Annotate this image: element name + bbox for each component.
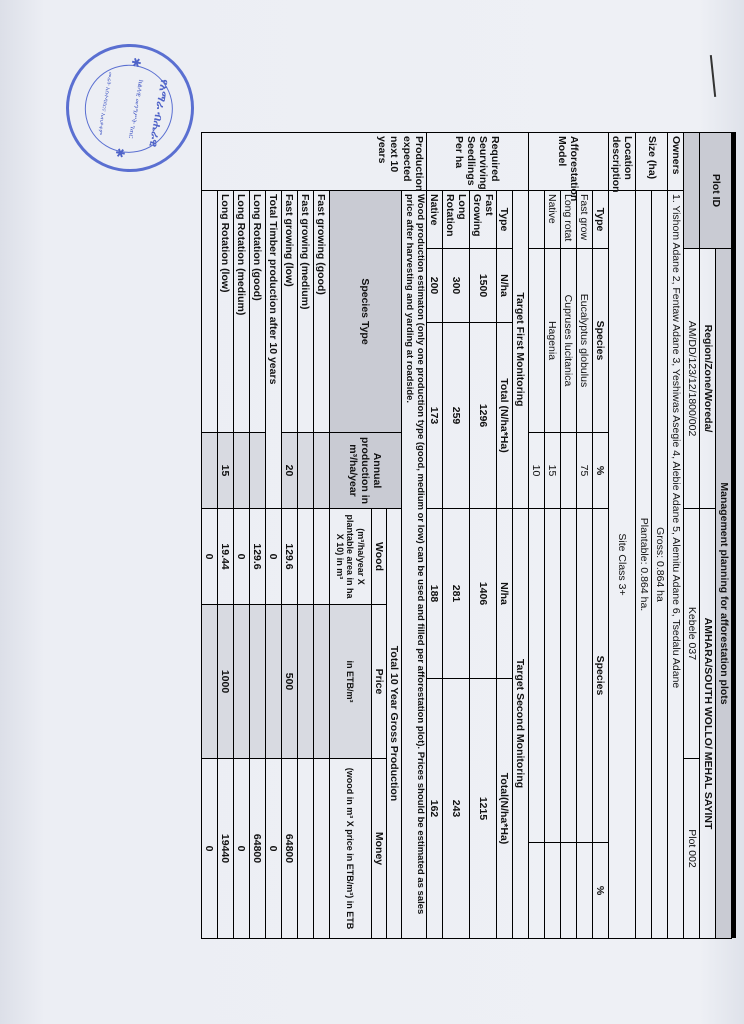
production-price	[265, 605, 281, 759]
model-type: Fast grow	[576, 191, 592, 249]
seedlings-col-total-2: Total(N/ha*Ha)	[496, 679, 512, 939]
seedlings-col-nha: N/ha	[496, 249, 512, 323]
production-species	[201, 191, 217, 433]
model-species: Cupruses lucitanica	[560, 249, 576, 433]
production-price	[233, 605, 249, 759]
seedling-type: Native	[426, 191, 442, 249]
col-annual-production: Annual production in m³/ha/year	[329, 433, 401, 509]
afforestation-model-label: Afforestation Model	[528, 133, 608, 191]
model-col-species: Species	[592, 249, 608, 433]
model-pct: 75	[576, 433, 592, 509]
production-species: Long Rotation (medium)	[233, 191, 249, 433]
col-wood: Wood	[371, 509, 386, 605]
production-price	[249, 605, 265, 759]
plan-table	[201, 132, 732, 939]
model-pct-2	[560, 843, 576, 939]
production-wood: 129.6	[249, 509, 265, 605]
model-col-pct-2: %	[592, 843, 608, 939]
production-species: Total Timber production after 10 years	[265, 191, 281, 509]
seedling-nha-2: 1406	[469, 509, 496, 679]
seedlings-col-type: Type	[496, 191, 512, 249]
col-money-desc: (wood in m³ X price in ETB/m³) in ETB	[329, 759, 371, 939]
production-wood: 19.44	[217, 509, 233, 605]
production-annual: 20	[281, 433, 297, 509]
model-type: Native	[544, 191, 560, 249]
model-species-2	[560, 509, 576, 843]
seedlings-col-total: Total (N/ha*Ha)	[496, 323, 512, 509]
model-species: Hagenia	[544, 249, 560, 433]
col-price-desc: in ETB/m³	[329, 605, 371, 759]
model-species	[528, 249, 544, 433]
stamp-text-3: መሬት አስተዳደርና አጠቃቀም	[95, 71, 113, 136]
production-annual	[249, 433, 265, 509]
production-money: 19440	[217, 759, 233, 939]
production-species: Fast growing (good)	[313, 191, 329, 433]
seedling-total: 259	[442, 323, 469, 509]
production-money: 0	[233, 759, 249, 939]
model-col-type: Type	[592, 191, 608, 249]
production-money	[297, 759, 313, 939]
seedling-nha: 1500	[469, 249, 496, 323]
size-label: Size (ha)	[636, 133, 668, 191]
production-wood: 0	[265, 509, 281, 605]
size-plantable: Plantable: 0.864 ha.	[636, 191, 652, 939]
seedling-total: 1296	[469, 323, 496, 509]
production-wood: 129.6	[281, 509, 297, 605]
model-species-2	[528, 509, 544, 843]
target-second-monitoring: Target Second Monitoring	[512, 509, 528, 939]
model-species-2	[544, 509, 560, 843]
seedling-nha-2: 281	[442, 509, 469, 679]
model-pct: 10	[528, 433, 544, 509]
production-annual	[297, 433, 313, 509]
seedlings-col-nha-2: N/ha	[496, 509, 512, 679]
production-annual: 15	[217, 433, 233, 509]
model-col-pct: %	[592, 433, 608, 509]
seedling-total: 173	[426, 323, 442, 509]
model-species: Eucalyptus globulus	[576, 249, 592, 433]
production-price: 500	[281, 605, 297, 759]
production-species: Fast growing (medium)	[297, 191, 313, 433]
col-species-type: Species Type	[329, 191, 401, 433]
location-label: Location description	[608, 133, 635, 191]
production-species: Long Rotation (low)	[217, 191, 233, 433]
production-price	[297, 605, 313, 759]
plot-number: Plot 002	[684, 759, 700, 939]
owners-label: Owners	[668, 133, 684, 191]
stamp-star-icon: ✱	[128, 56, 144, 69]
seedling-total-2: 243	[442, 679, 469, 939]
production-species: Long Rotation (good)	[249, 191, 265, 433]
site-class: Site Class 3+	[608, 191, 635, 939]
seedling-nha-2: 188	[426, 509, 442, 679]
col-money: Money	[371, 759, 386, 939]
target-first-monitoring: Target First Monitoring	[512, 191, 528, 509]
region-value: AMHARA/SOUTH WOLLO/ MEHAL SAYINT	[700, 509, 716, 939]
stamp-text-1: የአማራ ብሔራዊ	[146, 78, 171, 148]
seedling-type: Fast Growing	[469, 191, 496, 249]
model-pct-2	[576, 843, 592, 939]
production-money: 64800	[281, 759, 297, 939]
plot-id-label: Plot ID	[700, 133, 732, 249]
model-pct-2	[528, 843, 544, 939]
production-money	[313, 759, 329, 939]
model-col-species-2: Species	[592, 509, 608, 843]
model-species-2	[576, 509, 592, 843]
production-money: 0	[265, 759, 281, 939]
production-annual	[313, 433, 329, 509]
plot-code: AM/DD/123/12/1800/002	[684, 249, 700, 509]
model-pct: 15	[544, 433, 560, 509]
production-price	[201, 605, 217, 759]
owners-value: 1. Yishom Adane 2, Fentaw Adane 3, Yeshiwas Asegie 4, Alebie Adane 5, Alemitu Adane 6, Tsedalu Adane	[668, 191, 684, 939]
production-wood	[313, 509, 329, 605]
seedling-type: Long Rotation	[442, 191, 469, 249]
col-total-10-year: Total 10 Year Gross Production	[386, 509, 401, 939]
production-note: Wood production estimaton (only one production type (good, medium or low) can be used and filled per afforestation plot). Prices should be estimated as sales price after harvesting and yarding at roadside.	[401, 191, 426, 939]
seedling-total-2: 162	[426, 679, 442, 939]
production-money: 0	[201, 759, 217, 939]
document-title: Management planning for afforestation plots	[716, 249, 732, 939]
production-annual	[233, 433, 249, 509]
production-species: Fast growing (low)	[281, 191, 297, 433]
model-type: Long rotat	[560, 191, 576, 249]
production-price: 1000	[217, 605, 233, 759]
production-annual	[201, 433, 217, 509]
production-price	[313, 605, 329, 759]
col-wood-desc: (m³/ha/year X plantable area in ha X 10) in m³	[329, 509, 371, 605]
col-price: Price	[371, 605, 386, 759]
afforestation-plan-sheet	[203, 132, 736, 938]
production-money: 64800	[249, 759, 265, 939]
stamp-text-2: ክልላዊ መንግሥት ገጠር	[126, 79, 145, 139]
model-type	[528, 191, 544, 249]
production-wood	[297, 509, 313, 605]
seedling-total-2: 1215	[469, 679, 496, 939]
plot-id-blank	[684, 133, 700, 249]
seedling-nha: 200	[426, 249, 442, 323]
seedlings-label: Required Seurviving Seedlings Per ha	[426, 133, 528, 191]
region-label: Region/Zone/Woreda/	[700, 249, 716, 509]
production-label: Production expected next 10 years	[201, 133, 426, 191]
production-wood: 0	[233, 509, 249, 605]
kebele: Kebele 037	[684, 509, 700, 759]
production-wood: 0	[201, 509, 217, 605]
model-pct-2	[544, 843, 560, 939]
stamp-star-icon: ✱	[112, 146, 128, 160]
seedling-nha: 300	[442, 249, 469, 323]
model-pct	[560, 433, 576, 509]
size-gross: Gross: 0.864 ha	[652, 191, 668, 939]
